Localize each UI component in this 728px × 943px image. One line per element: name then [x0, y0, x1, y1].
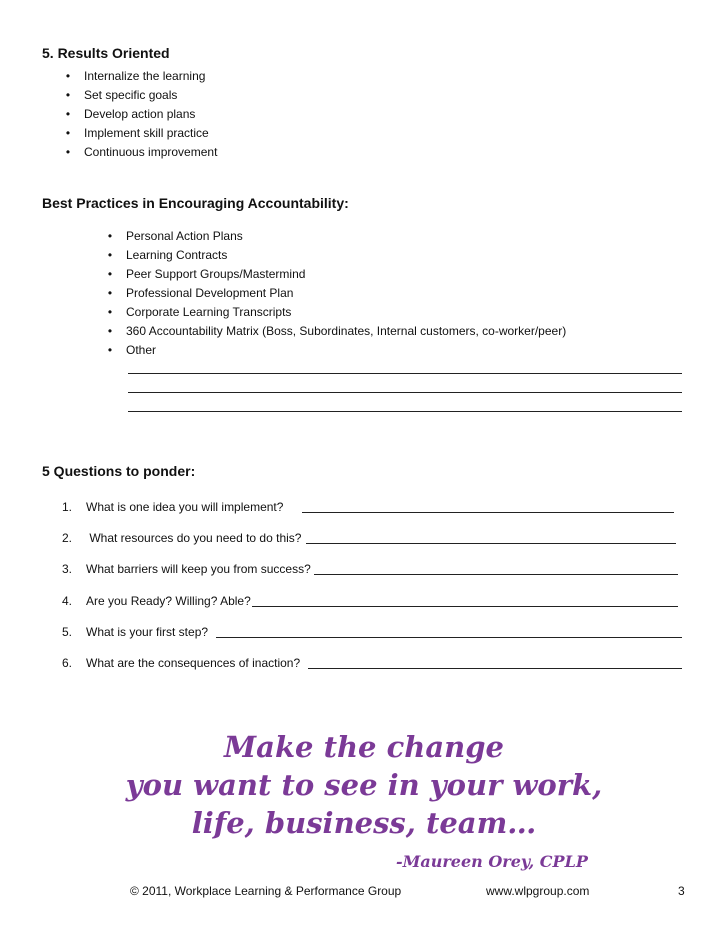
bullet-icon: • — [107, 267, 113, 281]
list-item-text: Set specific goals — [84, 88, 178, 102]
question-row — [62, 561, 682, 579]
bullet-icon: • — [65, 69, 71, 83]
question-row — [62, 655, 682, 673]
answer-line[interactable] — [252, 606, 678, 607]
bullet-icon: • — [107, 286, 113, 300]
footer-copyright: © 2011, Workplace Learning & Performance Group — [130, 884, 402, 898]
list-item-text: Personal Action Plans — [126, 229, 243, 243]
bullet-icon: • — [65, 145, 71, 159]
bullet-icon: • — [107, 305, 113, 319]
answer-line[interactable] — [216, 637, 682, 638]
list-item-text: Peer Support Groups/Mastermind — [126, 267, 306, 281]
list-item-text: Continuous improvement — [84, 145, 218, 159]
question-row — [62, 624, 682, 642]
question-text: What barriers will keep you from success? — [86, 562, 311, 576]
section-heading-questions: 5 Questions to ponder: — [42, 463, 196, 479]
question-text: What is one idea you will implement? — [86, 500, 284, 514]
question-number: 3. — [62, 562, 73, 576]
section-heading-results-oriented: 5. Results Oriented — [42, 45, 170, 61]
answer-line[interactable] — [314, 574, 678, 575]
page-number: 3 — [678, 884, 685, 898]
question-number: 4. — [62, 594, 73, 608]
answer-line[interactable] — [308, 668, 682, 669]
list-item-text: 360 Accountability Matrix (Boss, Subordinates, Internal customers, co-worker/peer) — [126, 324, 567, 338]
section-heading-best-practices: Best Practices in Encouraging Accountability: — [42, 195, 349, 211]
quote-line-1: Make the change — [224, 730, 504, 764]
bullet-icon: • — [65, 88, 71, 102]
answer-line[interactable] — [302, 512, 674, 513]
question-row — [62, 499, 682, 517]
question-number: 2. — [62, 531, 73, 545]
write-in-line[interactable] — [128, 411, 682, 412]
list-item-text: Internalize the learning — [84, 69, 206, 83]
list-item-text: Corporate Learning Transcripts — [126, 305, 292, 319]
quote-line-3: life, business, team… — [191, 806, 537, 840]
quote-line-2: you want to see in your work, — [125, 768, 603, 802]
question-row — [62, 530, 682, 548]
list-item-text: Develop action plans — [84, 107, 196, 121]
question-number: 6. — [62, 656, 73, 670]
bullet-icon: • — [65, 107, 71, 121]
list-item-text: Other — [126, 343, 157, 357]
answer-line[interactable] — [306, 543, 676, 544]
bullet-icon: • — [107, 324, 113, 338]
bullet-icon: • — [65, 126, 71, 140]
question-text: Are you Ready? Willing? Able? — [86, 594, 251, 608]
quote-attribution: -Maureen Orey, CPLP — [396, 852, 588, 871]
bullet-icon: • — [107, 248, 113, 262]
bullet-icon: • — [107, 229, 113, 243]
question-text: What is your first step? — [86, 625, 209, 639]
list-item-text: Learning Contracts — [126, 248, 228, 262]
list-item-text: Implement skill practice — [84, 126, 209, 140]
question-number: 1. — [62, 500, 73, 514]
question-row — [62, 593, 682, 611]
question-text: What are the consequences of inaction? — [86, 656, 301, 670]
list-item-text: Professional Development Plan — [126, 286, 294, 300]
write-in-line[interactable] — [128, 373, 682, 374]
write-in-line[interactable] — [128, 392, 682, 393]
footer-website: www.wlpgroup.com — [486, 884, 590, 898]
bullet-icon: • — [107, 343, 113, 357]
question-number: 5. — [62, 625, 73, 639]
question-text: What resources do you need to do this? — [86, 531, 302, 545]
